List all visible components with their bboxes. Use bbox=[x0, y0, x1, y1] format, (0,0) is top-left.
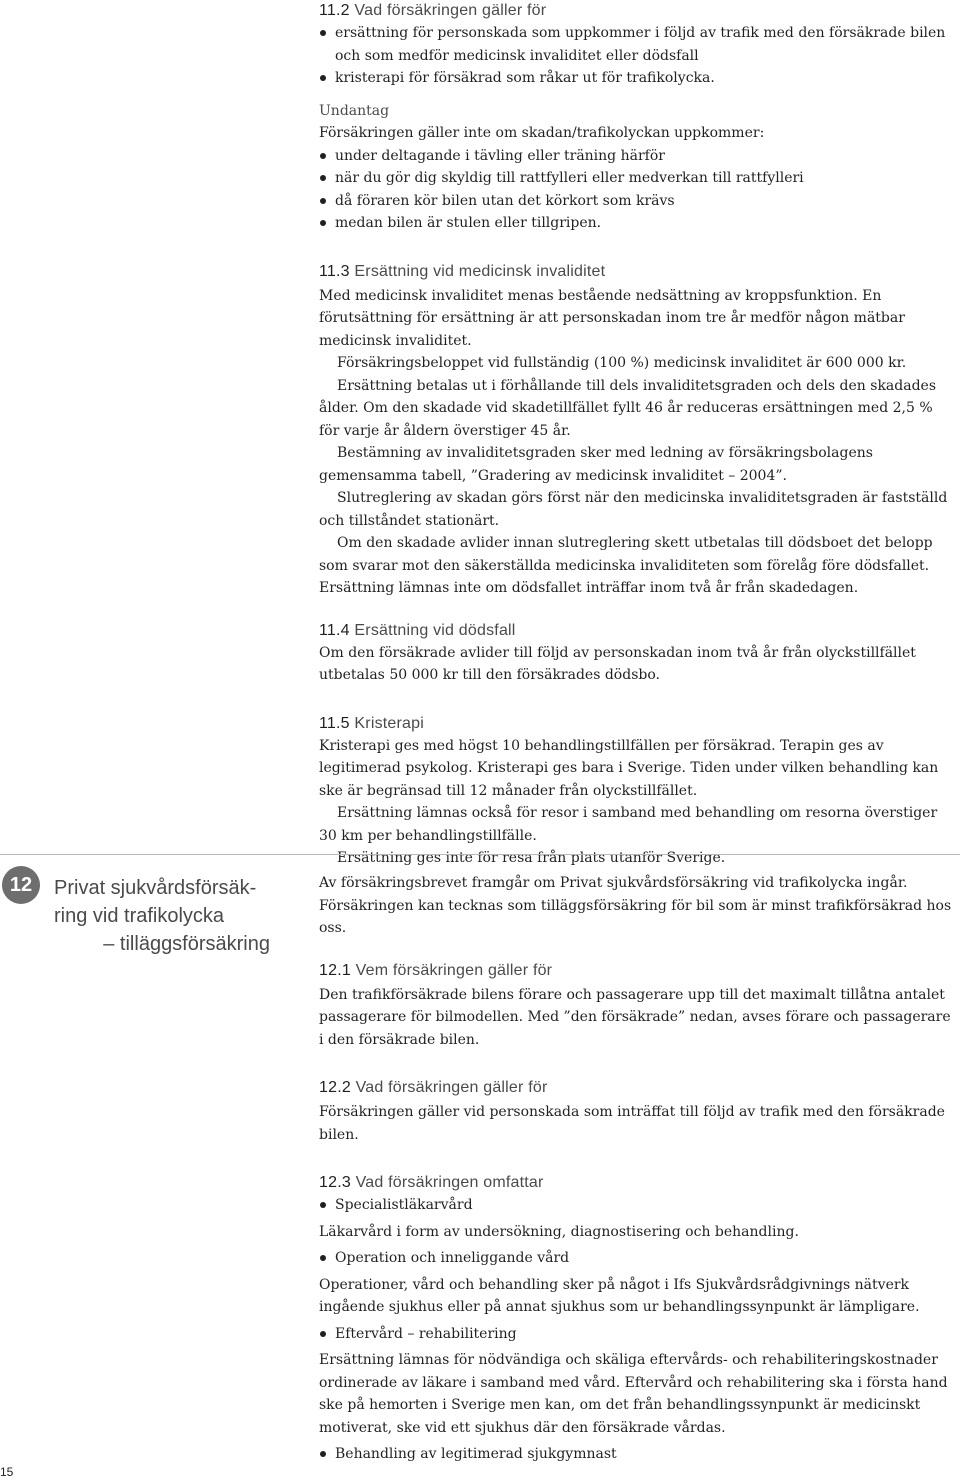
list-item: Behandling av legitimerad sjukgymnast bbox=[319, 1443, 955, 1466]
list-item: Operation och inneliggande vård bbox=[319, 1247, 955, 1270]
undantag-heading: Undantag bbox=[319, 102, 390, 119]
paragraph-11-5-c: Ersättning ges inte för resa från plats utanför Sverige. bbox=[337, 850, 726, 866]
list-item: medan bilen är stulen eller tillgripen. bbox=[319, 212, 955, 235]
paragraph-11-3-c: Ersättning betalas ut i förhållande till dels invaliditetsgraden och dels den skadades ålder. Om den skadade vid skadetillfället fyllt 46 år reduceras ersättningen med 2,5 % för varje år åldern överstiger 45 år. bbox=[319, 377, 937, 439]
undantag-list bbox=[319, 145, 955, 235]
undantag-intro: Försäkringen gäller inte om skadan/trafikolyckan uppkommer: bbox=[319, 125, 765, 141]
heading-11-2: 11.2 Vad försäkringen gäller för bbox=[319, 2, 547, 19]
paragraph-11-5-a: Kristerapi ges med högst 10 behandlingstillfällen per försäkrad. Terapin ges av legitimerad psykolog. Kristerapi ges bara i Sverige. Tiden under vilken behandling kan ske är begränsad till 12 månader från olyckstillfället. bbox=[319, 737, 939, 799]
section-title-line: Privat sjukvårdsförsäk- bbox=[54, 877, 257, 899]
paragraph-12-3-b: Operationer, vård och behandling sker på något i Ifs Sjukvårdsrådgivnings nätverk ingående sjukhus eller på annat sjukhus som ur behandlingssynpunkt är lämpligare. bbox=[319, 1276, 920, 1315]
section-11-column bbox=[319, 0, 955, 870]
heading-12-1: 12.1 Vem försäkringen gäller för bbox=[319, 961, 553, 979]
paragraph-11-3-a: Med medicinsk invaliditet menas bestående nedsättning av kroppsfunktion. En förutsättning för ersättning är att personskadan inom tre år medför någon mätbar medicinsk invaliditet. bbox=[319, 287, 905, 349]
list-item: ersättning för personskada som uppkommer i följd av trafik med den försäkrade bilen och som medför medicinsk invaliditet eller dödsfall bbox=[319, 22, 955, 67]
paragraph-11-3-b: Försäkringsbeloppet vid fullständig (100 %) medicinsk invaliditet är 600 000 kr. bbox=[337, 355, 907, 371]
list-item: Eftervård – rehabilitering bbox=[319, 1323, 955, 1346]
heading-11-5: 11.5 Kristerapi bbox=[319, 714, 424, 732]
page-number: 15 bbox=[0, 1465, 14, 1479]
list-12-3-a bbox=[319, 1194, 955, 1217]
list-item: under deltagande i tävling eller träning härför bbox=[319, 145, 955, 168]
list-item: då föraren kör bilen utan det körkort som krävs bbox=[319, 190, 955, 213]
paragraph-12-2: Försäkringen gäller vid personskada som inträffat till följd av trafik med den försäkrade bilen. bbox=[319, 1104, 945, 1143]
paragraph-11-3-d: Bestämning av invaliditetsgraden sker med ledning av försäkringsbolagens gemensamma tabell, ”Gradering av medicinsk invaliditet – 2004”. bbox=[319, 445, 873, 484]
list-12-3-b bbox=[319, 1247, 955, 1270]
paragraph-11-3-f: Om den skadade avlider innan slutreglering skett utbetalas till dödsboet det belopp som svarar mot den säkerställda medicinska invaliditeten som förelåg före dödsfallet. Ersättning lämnas inte om dödsfallet inträffar inom två år från skadedagen. bbox=[319, 535, 933, 596]
list-item: kristerapi för försäkrad som råkar ut för trafikolycka. bbox=[319, 67, 955, 90]
paragraph-12-1: Den trafikförsäkrade bilens förare och passagerare upp till det maximalt tillåtna antalet passagerare för bilmodellen. Med ”den försäkrade” nedan, avses förare och passagerare i den försäkrade bilen. bbox=[319, 986, 951, 1048]
paragraph-11-5-b: Ersättning lämnas också för resor i samband med behandling om resorna överstiger 30 km per behandlingstillfälle. bbox=[319, 805, 938, 844]
paragraph-12-3-a: Läkarvård i form av undersökning, diagnostisering och behandling. bbox=[319, 1223, 799, 1240]
heading-12-3: 12.3 Vad försäkringen omfattar bbox=[319, 1174, 544, 1191]
heading-11-3: 11.3 Ersättning vid medicinsk invaliditet bbox=[319, 262, 606, 280]
section-title-line: – tilläggsförsäkring bbox=[103, 933, 270, 955]
section-title-line: ring vid trafikolycka bbox=[54, 905, 225, 927]
section-number-badge: 12 bbox=[2, 866, 40, 904]
section-12-intro: Av försäkringsbrevet framgår om Privat sjukvårdsförsäkring vid trafikolycka ingår. Försäkringen kan tecknas som tilläggsförsäkring för bil som är minst trafikförsäkrad hos oss. bbox=[319, 875, 952, 936]
paragraph-12-3-c: Ersättning lämnas för nödvändiga och skäliga eftervårds- och rehabiliteringskostnader ordinerade av läkare i samband med vård. Eftervård och rehabilitering ska i första hand ske på hemorten i Sverige men kan, om det från behandlingssynpunkt är medicinskt motiverat, ske vid ett sjukhus där den försäkrade vårdas. bbox=[319, 1352, 948, 1436]
heading-11-4: 11.4 Ersättning vid dödsfall bbox=[319, 621, 516, 639]
list-12-3-d bbox=[319, 1443, 955, 1466]
section-divider bbox=[0, 854, 960, 855]
paragraph-11-3-e: Slutreglering av skadan görs först när den medicinska invaliditetsgraden är fastställd och tillståndet stationärt. bbox=[319, 490, 948, 529]
section-12-title bbox=[54, 874, 309, 958]
section-12-column bbox=[319, 872, 955, 1466]
list-12-3-c bbox=[319, 1323, 955, 1346]
paragraph-11-4: Om den försäkrade avlider till följd av personskadan inom två år från olyckstillfället utbetalas 50 000 kr till den försäkrades dödsbo. bbox=[319, 644, 916, 683]
heading-12-2: 12.2 Vad försäkringen gäller för bbox=[319, 1079, 548, 1096]
list-item: Specialistläkarvård bbox=[319, 1194, 955, 1217]
list-11-2 bbox=[319, 22, 955, 90]
list-item: när du gör dig skyldig till rattfylleri eller medverkan till rattfylleri bbox=[319, 167, 955, 190]
